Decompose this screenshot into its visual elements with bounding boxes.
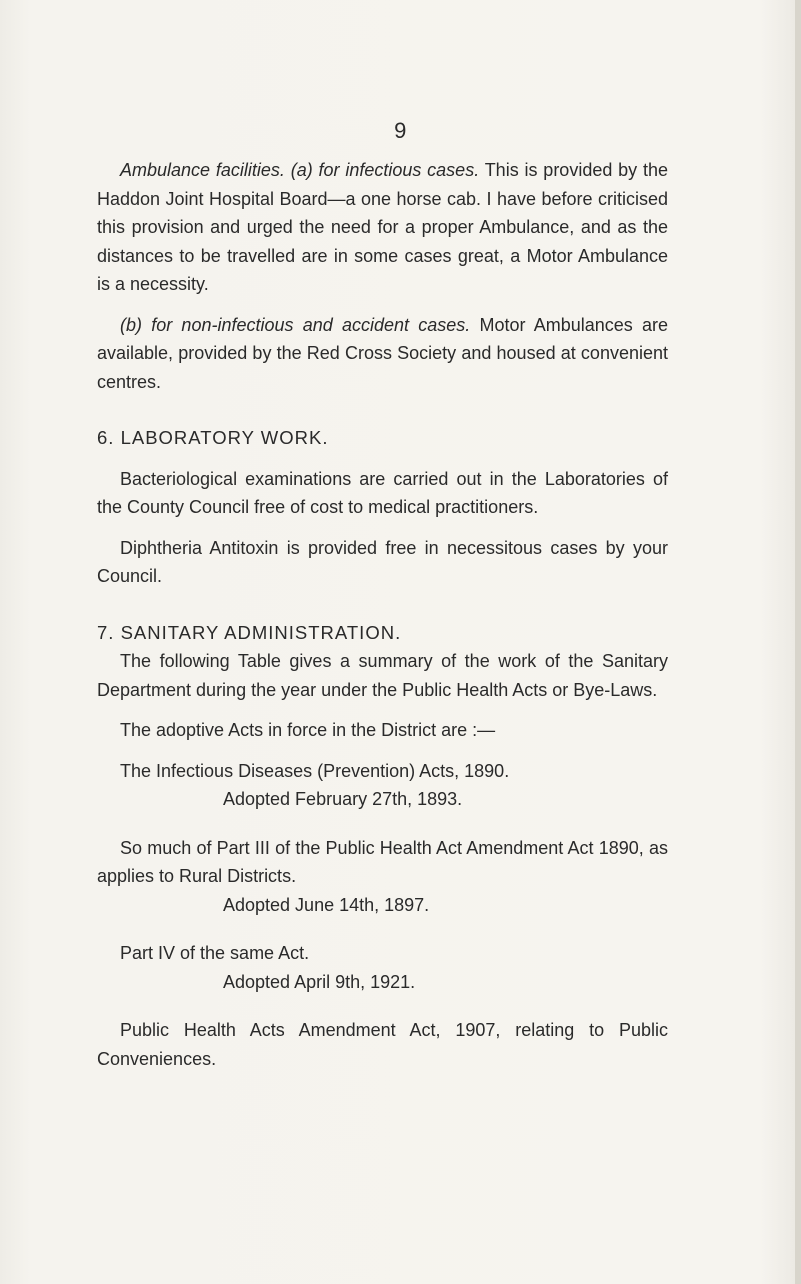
page-edge-shadow [795,0,801,1284]
act-3: Part IV of the same Act. [120,943,310,963]
laboratory-paragraph-1: Bacteriological examinations are carried out in the Laboratories of the County Council free of cost to medical practitioners. [97,468,668,517]
acts-intro: The adoptive Acts in force in the District are :— [120,720,496,740]
sanitary-heading: 7. SANITARY ADMINISTRATION. [97,621,402,643]
act-1: The Infectious Diseases (Prevention) Acts, 1890. [120,760,510,781]
sanitary-intro: The following Table gives a summary of the work of the Sanitary Department during the year under the Public Health Acts or Bye-Laws. [97,651,668,700]
act-1-adopted: Adopted February 27th, 1893. [223,789,463,809]
act-2-adopted: Adopted June 14th, 1897. [223,894,430,915]
ambulance-text-b: Motor Ambulances are available, provided by the Red Cross Society and housed at convenient centres. [97,314,668,392]
ambulance-sub-a: (a) for infectious cases. [290,160,480,180]
laboratory-heading: 6. LABORATORY WORK. [97,427,329,448]
page-number: 9 [394,118,407,143]
ambulance-paragraph-a [97,156,668,299]
act-2: So much of Part III of the Public Health Act Amendment Act 1890, as applies to Rural Districts. [97,837,668,886]
ambulance-paragraph-b [97,311,668,397]
laboratory-paragraph-2: Diphtheria Antitoxin is provided free in necessitous cases by your Council. [97,537,668,586]
ambulance-heading: Ambulance facilities. [120,160,285,180]
ambulance-text-a: This is provided by the Haddon Joint Hospital Board—a one horse cab. I have before criticised this provision and urged the need for a proper Ambulance, and as the distances to be travelled are in some cases great, a Motor Ambulance is a necessity. [97,160,668,294]
ambulance-sub-b: (b) for non-infectious and accident cases. [120,314,471,335]
act-4: Public Health Acts Amendment Act, 1907, relating to Public Conveniences. [97,1020,668,1069]
act-3-adopted: Adopted April 9th, 1921. [223,971,416,992]
page-body [97,156,668,1073]
